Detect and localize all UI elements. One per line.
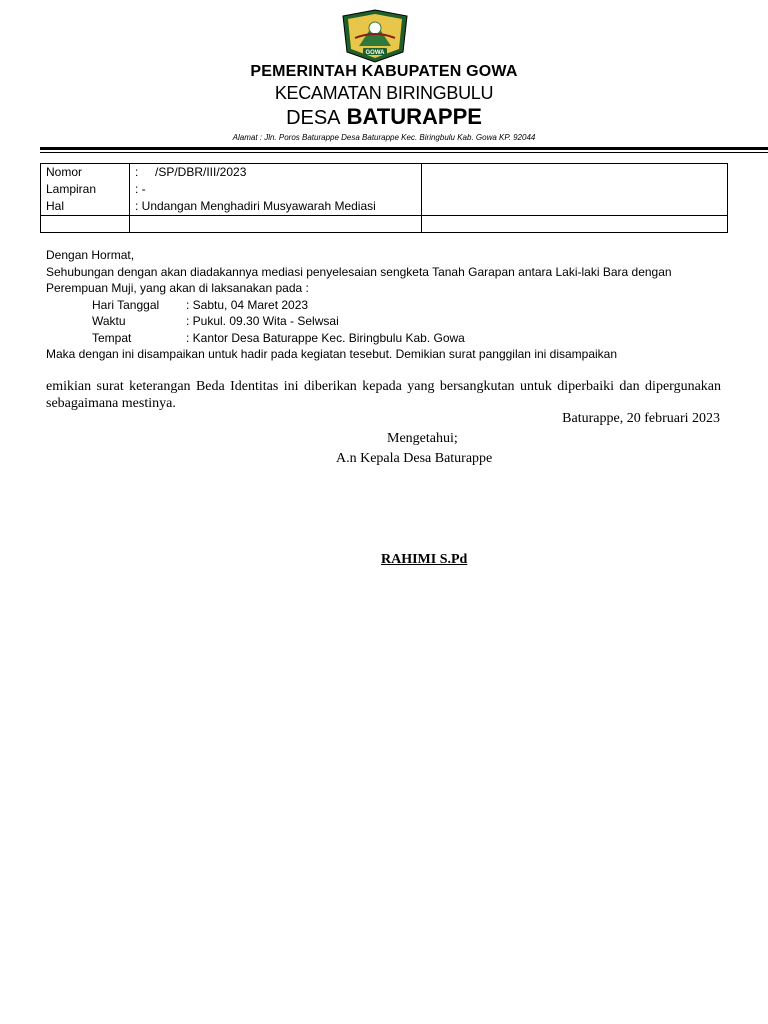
nomor-value: /SP/DBR/III/2023 [155,165,247,179]
detail-row-date [46,297,726,314]
meta-blank-cell [41,216,130,233]
detail-label: Waktu [92,314,126,328]
gowa-regency-crest-icon [339,8,411,64]
lampiran-label: Lampiran [46,182,97,196]
address: Alamat : Jln. Poros Baturappe Desa Baturappe Kec. Biringbulu Kab. Gowa KP. 92044 [232,133,536,142]
detail-row-time [46,313,726,330]
closing-line: Maka dengan ini disampaikan untuk hadir pada kegiatan tesebut. Demikian surat panggilan ini disampaikan [46,347,618,361]
government-name: PEMERINTAH KABUPATEN GOWA [250,63,518,80]
detail-value: : Kantor Desa Baturappe Kec. Biringbulu Kab. Gowa [186,330,465,345]
logo-text: GOWA [365,50,385,56]
on-behalf-label: A.n Kepala Desa Baturappe [336,451,493,466]
detail-value: : Pukul. 09.30 Wita - Selwsai [186,314,339,328]
lampiran-value: : - [135,182,146,196]
detail-label: Hari Tanggal [92,297,160,312]
letter-body [46,247,726,363]
letter-meta-table [40,163,728,233]
acknowledged-label: Mengetahui; [387,431,458,446]
district-name: KECAMATAN BIRINGBULU [274,83,494,103]
detail-row-place [46,330,726,347]
village-prefix: DESA [286,107,341,129]
meta-labels [41,164,130,216]
body-line-1: Sehubungan dengan akan diadakannya mediasi penyelesaian sengketa Tanah Garapan antara Laki-laki Bara dengan [46,264,672,279]
detail-label: Tempat [92,330,132,345]
place-date: Baturappe, 20 februari 2023 [562,411,720,426]
meta-blank-cell [422,216,728,233]
nomor-label: Nomor [46,165,83,179]
meta-blank-cell [130,216,422,233]
signatory-name: RAHIMI S.Pd [381,552,468,567]
hal-label: Hal [46,199,65,213]
body-line-2: Perempuan Muji, yang akan di laksanakan pada : [46,281,309,295]
village-name [0,104,768,130]
nomor-value-row [135,164,416,181]
header-divider-thick [40,147,768,150]
header-divider-thin [40,152,768,153]
meta-values [130,164,422,216]
hal-value: : Undangan Menghadiri Musyawarah Mediasi [135,199,376,213]
village-title: BATURAPPE [346,104,482,129]
closing-paragraph: emikian surat keterangan Beda Identitas ini diberikan kepada yang bersangkutan untuk diperbaiki dan dipergunakan sebagaimana mestinya. [46,379,721,411]
detail-value: : Sabtu, 04 Maret 2023 [186,297,309,312]
greeting: Dengan Hormat, [46,248,135,262]
nomor-colon: : [135,165,139,179]
meta-empty-cell [422,164,728,216]
